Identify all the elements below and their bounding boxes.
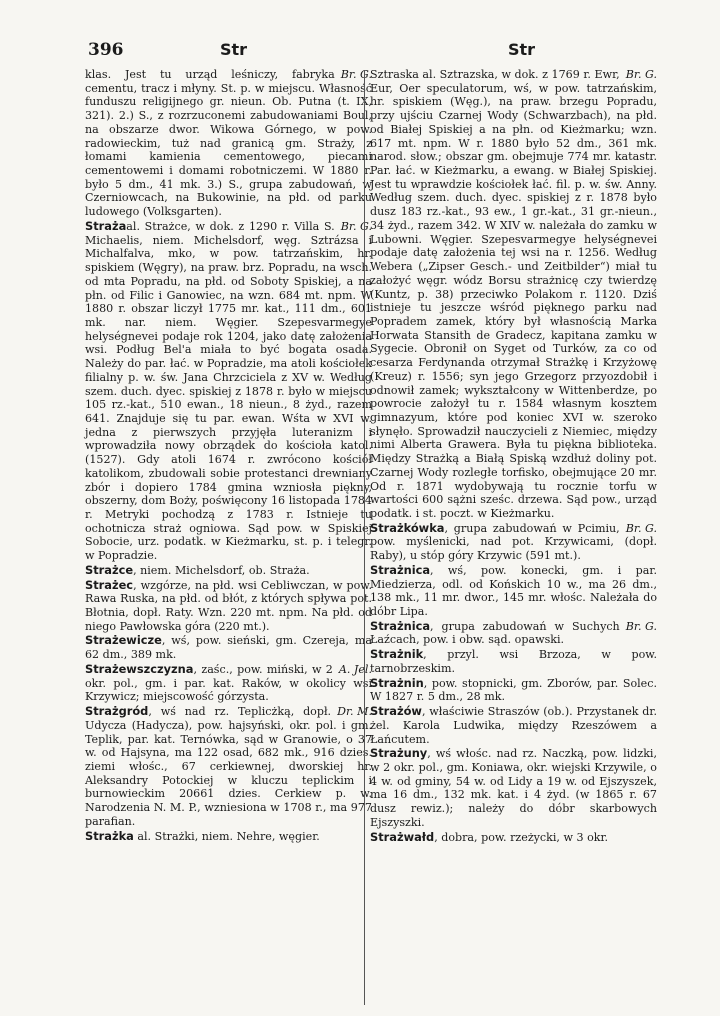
dictionary-entry: [370, 705, 657, 746]
entry-headword: Strażka: [85, 828, 134, 843]
entry-author: Br. G.: [340, 219, 372, 233]
entry-headword: Straża: [85, 218, 127, 233]
entry-headword: Strażewicze: [85, 633, 162, 648]
entry-author: Br. G.: [340, 68, 372, 81]
entry-author: Br. G.: [625, 68, 657, 81]
entry-text: klas. Jest tu urząd leśniczy, fabryka cementu, tracz i młyny. St. p. w miejscu. Własność funduszu religijnego gr. nieun. Ob. Putna (t. IX, 321). 2.) S., z rozrzuconemi zabudowaniami Boul, na obszarze dwor. Wikowa Górnego, w pow. radowieckim, tuż nad granicą gm. Straży, z łomami kamienia cementowego, piecami cementowemi i domami robotniczemi. W 1880 r. było 5 dm., 41 mk. 3.) S., grupa zabudowań, w Czerniowcach, na Bukowinie, na płd. od parku ludowego (Volksgarten).: [85, 68, 372, 219]
entry-headword: Strażów: [370, 704, 422, 719]
running-head-right: Str: [508, 40, 536, 59]
entry-headword: Strażwałd: [370, 829, 435, 844]
entry-text: , wś nad rz. Teplicżką, dopł. Udycza (Hadycza), pow. hajsyński, okr. pol. i gm. Teplik, par. kat. Ternówka, sąd w Granowie, o 37 w. od Hajsyna, ma 122 osad, 682 mk., 916 dzies. ziemi włośc., 67 cerkiewnej, dworskiej hr. Aleksandry Potockiej w kluczu teplickim i burnowieckim 20661 dzies. Cerkiew p. w. Narodzenia N. M. P., wzniesiona w 1708 r., ma 977 parafian.: [85, 705, 372, 828]
entry-text: , wś, pow. sieński, gm. Czereja, ma 62 dm., 389 mk.: [85, 634, 372, 662]
dictionary-entry: [85, 705, 372, 828]
dictionary-entry: [85, 579, 372, 634]
entry-author: Br. G.: [625, 521, 657, 535]
column-divider: [364, 70, 365, 1005]
page-header: [0, 40, 720, 64]
entry-headword: Strażce: [85, 562, 134, 577]
dictionary-entry: [370, 68, 657, 521]
dictionary-entry: [370, 747, 657, 829]
entry-text: , właściwie Straszów (ob.). Przystanek dr. żel. Karola Ludwika, między Rzeszówem a Łańcutem.: [370, 705, 657, 746]
dictionary-entry: [85, 564, 372, 578]
entry-headword: Strażnica: [370, 562, 431, 577]
entry-text: , grupa zabudowań w Suchych Łaźcach, pow. i obw. sąd. opawski.: [370, 619, 620, 647]
dictionary-entry: [85, 634, 372, 661]
entry-headword: Strażkówka: [370, 520, 445, 535]
entry-headword: Strażnica: [370, 618, 431, 633]
dictionary-entry: [370, 620, 657, 647]
dictionary-entry: [85, 68, 372, 219]
page-number: 396: [88, 40, 124, 60]
entry-author: Dr. M.: [337, 705, 372, 719]
dictionary-entry: [85, 663, 372, 704]
entry-author: Br. G.: [625, 619, 657, 633]
entry-text: al. Strażki, niem. Nehre, węgier.: [133, 829, 320, 843]
entry-headword: Strażgród: [85, 704, 149, 719]
entry-author: A. Jel.: [338, 662, 372, 676]
entry-text: , przyl. wsi Brzoza, w pow. tarnobrzeskim.: [370, 648, 657, 675]
dictionary-entry: [85, 220, 372, 563]
dictionary-entry: [370, 648, 657, 675]
dictionary-entry: [370, 522, 657, 563]
dictionary-entry: [370, 831, 657, 845]
dictionary-entry: [370, 564, 657, 619]
entry-text: , grupa zabudowań w Pcimiu, pow. myślenicki, nad pot. Krzywicami, (dopł. Raby), u stóp góry Krzywic (591 mt.).: [370, 521, 657, 563]
entry-text: al. Strażce, w dok. z 1290 r. Villa S. Michaelis, niem. Michelsdorf, węg. Sztrázsa i Michalfalva, mko, w pow. tatrzańskim, hr. spiskiem (Węgry), na praw. brz. Popradu, na wsch. od mta Popradu, na płd. od Soboty Spiskiej, a na płn. od Filic i Ganowiec, na wzn. 684 mt. npm. W 1880 r. obszar liczył 1775 mr. kat., 111 dm., 601 mk. nar. niem. Węgier. Szepesvarmegye helységnevei podaje rok 1204, jako datę założenia wsi. Podług Bel'a miała to być bogata osada. Należy do par. łać. w Popradzie, ma atoli kościołek filialny p. w. św. Jana Chrzciciela z XV w. Według szem. duch. dyec. spiskiej z 1878 r. było w miejscu 105 rz.-kat., 510 ewan., 18 nieun., 8 żyd., razem 641. Znajduje się tu par. ewan. Wśta w XVI w. jedna z pierwszych przyjęła luteranizm i wprowadziła nowy obrządek do kościoła katol. (1527). Gdy atoli 1674 r. zwrócono kościół katolikom, zbudowali sobie protestanci drewniany zbór i dopiero 1784 gmina wzniosła piękny, obszerny, dom Boży, poświęcony 16 listopada 1784 r. Metryki pochodzą z 1783 r. Istnieje tu ochotnicza straż ogniowa. Sąd pow. w Spiskiej Sobocie, urz. podatk. w Kieżmarku, st. p. i telegr. w Popradzie.: [85, 219, 372, 563]
dictionary-entry: [370, 677, 657, 704]
dictionary-entry: [85, 830, 372, 844]
entry-text: , wś, pow. konecki, gm. i par. Miedzierza, odl. od Końskich 10 w., ma 26 dm., 138 mk., 11 mr. dwor., 145 mr. włośc. Należała do dóbr Lipa.: [370, 563, 657, 619]
left-column: [85, 68, 372, 843]
entry-text: , pow. stopnicki, gm. Zborów, par. Solec. W 1827 r. 5 dm., 28 mk.: [370, 676, 657, 704]
entry-headword: Strażuny: [370, 746, 428, 761]
right-column: [370, 68, 657, 844]
entry-text: , zaśc., pow. miński, w 2 okr. pol., gm. i par. kat. Raków, w okolicy wsi Krzywicz; miejscowość górzysta.: [85, 662, 372, 704]
entry-headword: Strażnik: [370, 647, 424, 662]
entry-text: , niem. Michelsdorf, ob. Straża.: [133, 563, 310, 577]
running-head-left: Str: [220, 40, 248, 59]
entry-text: , wś włośc. nad rz. Naczką, pow. lidzki, w 2 okr. pol., gm. Koniawa, okr. wiejski Krzywile, o 4 w. od gminy, 54 w. od Lidy a 19 w. od Ejszyszek, ma 16 dm., 132 mk. kat. i 4 żyd. (w 1865 r. 67 dusz rewiz.); należy do dóbr skarbowych Ejszyszki.: [370, 747, 657, 829]
entry-text: , dobra, pow. rzeżycki, w 3 okr.: [434, 830, 609, 844]
entry-headword: Strażnin: [370, 675, 424, 690]
entry-headword: Strażewszczyzna: [85, 661, 194, 676]
entry-text: Sztraska al. Sztrazska, w dok. z 1769 r. Ewr, Eur, Oer speculatorum, wś, w pow. tatrzańskim, hr. spiskiem (Węg.), na praw. brzegu Popradu, przy ujściu Czarnej Wody (Schwarzbach), na płd. od Białej Spiskiej a na płn. od Kieżmarku; wzn. 617 mt. npm. W r. 1880 było 52 dm., 361 mk. narod. słow.; obszar gm. obejmuje 774 mr. katastr. Par. łać. w Kieżmarku, a ewang. w Białej Spiskiej. Jest tu wprawdzie kościołek łać. fil. p. w. św. Anny. Według szem. duch. dyec. spiskiej z r. 1878 było dusz 183 rz.-kat., 93 ew., 1 gr.-kat., 31 gr.-nieun., 34 żyd., razem 342. W XIV w. należała do zamku w Lubowni. Węgier. Szepesvarmegye helységnevei podaje datę założenia tej wsi na r. 1256. Według Webera („Zipser Gesch.- und Zeitbilder“) miał tu założyć węgr. wódz Borsu strażnicę czy twierdzę (Kuntz, p. 38) przeciwko Polakom r. 1120. Dziś istnieje tu jeszcze wśród pięknego parku nad Popradem zamek, który był własnością Marka Horwata Stansith de Gradecz, kapitana zamku w Sygecie. Obronił on Syget od Turków, za co od cesarza Ferdynanda otrzymał Strażkę i Krzyżowę (Kreuz) r. 1556; syn jego Grzegorz przyozdobił i odnowił zamek; wykształcony w Wittenberdze, po powrocie założył tu r. 1584 własnym kosztem gimnazyum, które pod koniec XVI w. szeroko słynęło. Sprowadził nauczycieli z Niemiec, między nimi Alberta Grawera. Była tu piękna biblioteka. Między Strażką a Białą Spiską wzdłuż doliny pot. Czarnej Wody rozległe torfisko, obejmujące 20 mr. Od r. 1871 wydobywają tu rocznie torfu w wartości 600 sążni sześc. drzewa. Sąd pow., urząd podatk. i st. poczt. w Kieżmarku.: [370, 68, 657, 520]
entry-headword: Strażec: [85, 577, 134, 592]
entry-text: , wzgórze, na płd. wsi Cebliwczan, w pow. Rawa Ruska, na płd. od błót, z których spływa pot. Błotnia, dopł. Raty. Wzn. 220 mt. npm. Na płd. od niego Pawłowska góra (220 mt.).: [85, 578, 372, 633]
